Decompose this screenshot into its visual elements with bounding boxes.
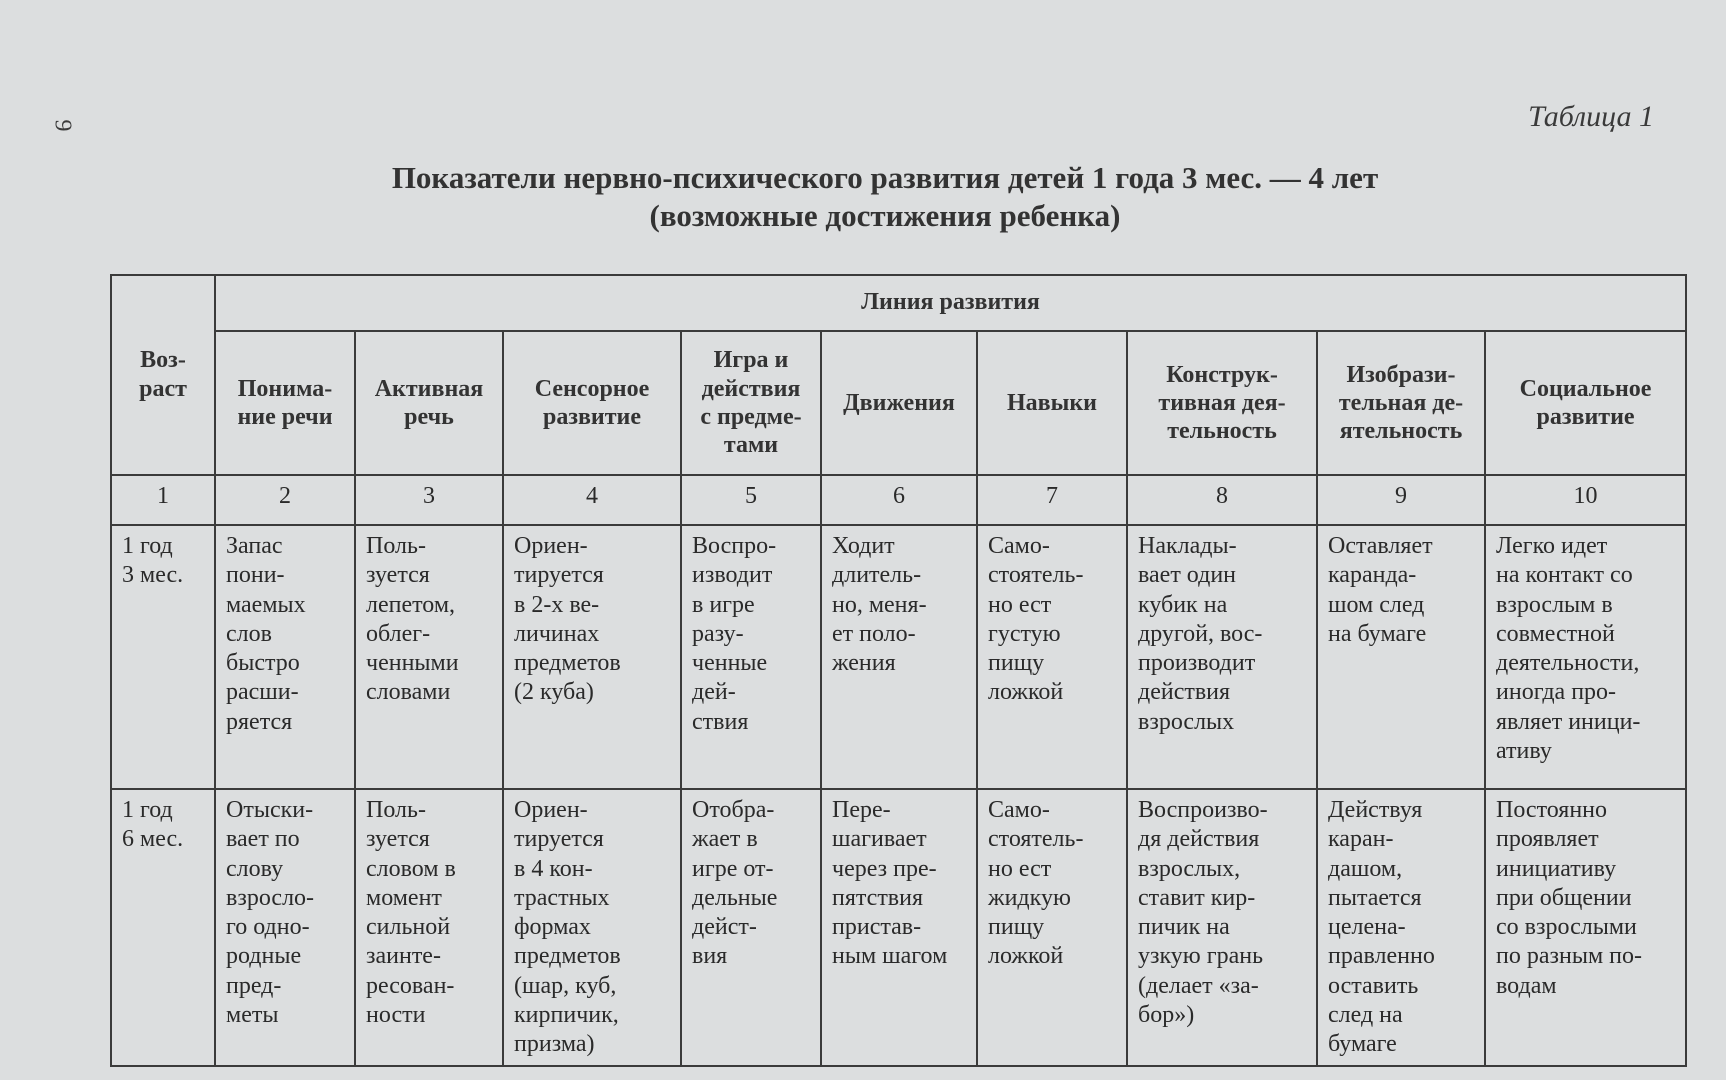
header-active-speech: Активная речь (355, 331, 503, 475)
table-cell: Постоянно проявляет инициативу при общении со взрослыми по разным по- водам (1485, 789, 1686, 1066)
header-development-line: Линия развития (215, 275, 1686, 331)
table-cell: Воспроизво- дя действия взрослых, ставит кир- пичик на узкую грань (делает «за- бор») (1127, 789, 1317, 1066)
header-speech-understanding: Понима- ние речи (215, 331, 355, 475)
column-number: 10 (1485, 475, 1686, 525)
header-play-with-objects: Игра и действия с предме- тами (681, 331, 821, 475)
table-cell: Само- стоятель- но ест жидкую пищу ложкой (977, 789, 1127, 1066)
column-number: 4 (503, 475, 681, 525)
header-row-group (111, 275, 1686, 331)
table-cell: Воспро- изводит в игре разу- ченные дей- ствия (681, 525, 821, 789)
table-cell: Оставляет каранда- шом след на бумаге (1317, 525, 1485, 789)
table-cell: Само- стоятель- но ест густую пищу ложкой (977, 525, 1127, 789)
table-row (111, 789, 1686, 1066)
column-number: 8 (1127, 475, 1317, 525)
header-skills: Навыки (977, 331, 1127, 475)
header-row-columns (111, 331, 1686, 475)
header-age: Воз- раст (111, 275, 215, 475)
table-cell: Отыски- вает по слову взросло- го одно- родные пред- меты (215, 789, 355, 1066)
table-label: Таблица 1 (1528, 100, 1654, 133)
column-number: 5 (681, 475, 821, 525)
table-subtitle: (возможные достижения ребенка) (649, 198, 1121, 233)
header-visual-activity: Изобрази- тельная де- ятельность (1317, 331, 1485, 475)
column-number: 7 (977, 475, 1127, 525)
table-title: Показатели нервно-психического развития детей 1 года 3 мес. — 4 лет (391, 160, 1379, 195)
table-cell: Легко идет на контакт со взрослым в совместной деятельности, иногда про- являет иници- ативу (1485, 525, 1686, 789)
table-cell: Поль- зуется словом в момент сильной заинте- ресован- ности (355, 789, 503, 1066)
header-constructive-activity: Конструк- тивная дея- тельность (1127, 331, 1317, 475)
table-cell: Запас пони- маемых слов быстро расши- ряется (215, 525, 355, 789)
table-cell: Пере- шагивает через пре- пятствия пристав- ным шагом (821, 789, 977, 1066)
table-cell: Ориен- тируется в 4 кон- трастных формах предметов (шар, куб, кирпичик, призма) (503, 789, 681, 1066)
column-number: 3 (355, 475, 503, 525)
development-table (110, 274, 1687, 1067)
age-cell: 1 год 3 мес. (111, 525, 215, 789)
table-cell: Отобра- жает в игре от- дельные дейст- вия (681, 789, 821, 1066)
header-movements: Движения (821, 331, 977, 475)
page-number: 9 (49, 119, 76, 132)
header-social-development: Социальное развитие (1485, 331, 1686, 475)
column-number: 2 (215, 475, 355, 525)
table-cell: Наклады- вает один кубик на другой, вос- производит действия взрослых (1127, 525, 1317, 789)
column-number: 1 (111, 475, 215, 525)
column-number: 9 (1317, 475, 1485, 525)
table-row (111, 525, 1686, 789)
table-cell: Ориен- тируется в 2-х ве- личинах предметов (2 куба) (503, 525, 681, 789)
table-cell: Действуя каран- дашом, пытается целена- правленно оставить след на бумаге (1317, 789, 1485, 1066)
table-cell: Ходит длитель- но, меня- ет поло- жения (821, 525, 977, 789)
column-number: 6 (821, 475, 977, 525)
table-cell: Поль- зуется лепетом, облег- ченными словами (355, 525, 503, 789)
header-sensory-development: Сенсорное развитие (503, 331, 681, 475)
column-number-row (111, 475, 1686, 525)
age-cell: 1 год 6 мес. (111, 789, 215, 1066)
